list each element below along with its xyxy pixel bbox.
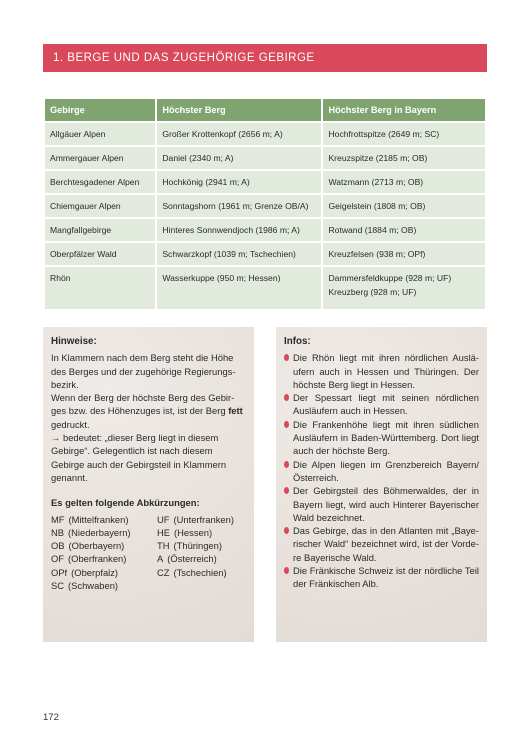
table-cell: Kreuzspitze (2185 m; OB) (323, 147, 485, 169)
table-row (45, 267, 485, 309)
hint-text: gedruckt. (51, 418, 90, 430)
abbreviation-item (51, 513, 157, 526)
list-item (284, 418, 479, 458)
abbreviation-label: (Oberfranken) (68, 553, 127, 565)
cell-line: Kreuzberg (928 m; UF) (328, 287, 417, 297)
abbreviation-code: A (157, 553, 164, 565)
section-title-bar (43, 44, 487, 72)
table-cell: Rhön (45, 267, 155, 309)
table-cell: Großer Krottenkopf (2656 m; A) (157, 123, 321, 145)
info-text: Der Gebirgsteil des Böhmerwaldes, der in Bayern liegt, wird auch Hinterer Bayerischer Wald bezeichnet. (293, 485, 479, 523)
abbreviation-item (157, 513, 257, 526)
info-text: Der Spessart liegt mit seinen nördlichen Ausläufern auch in Hessen. (293, 392, 479, 417)
abbreviations-list (51, 513, 246, 593)
info-text: Die Fränkische Schweiz ist der nördliche Teil der Fränkischen Alb. (293, 565, 479, 590)
abbreviation-label: (Thüringen) (173, 540, 222, 552)
bullet-icon (284, 354, 289, 361)
abbreviation-label: (Oberbayern) (68, 540, 125, 552)
info-text: Das Gebirge, das in den Atlanten mit „Bayerischer Wald“ bezeichnet wird, ist der Vordere Bayerische Wald. (293, 525, 479, 563)
abbreviation-code: OF (51, 553, 65, 565)
list-item (284, 524, 479, 564)
abbreviation-code: OB (51, 540, 65, 552)
table-header-row (45, 99, 485, 121)
abbreviation-label: (Österreich) (167, 553, 217, 565)
abbreviation-item (157, 539, 257, 552)
table-cell: Kreuzfelsen (938 m; OPf) (323, 243, 485, 265)
bullet-icon (284, 567, 289, 574)
table-cell: Rotwand (1884 m; OB) (323, 219, 485, 241)
abbreviations-title: Es gelten folgende Abkürzungen: (51, 497, 200, 509)
bullet-icon (284, 487, 289, 494)
column-header-hoechster-berg-bayern: Höchster Berg in Bayern (323, 99, 485, 121)
hint-bold-text: fett (228, 405, 243, 417)
abbreviation-code: MF (51, 513, 65, 525)
hint-paragraph (51, 391, 246, 431)
table-cell: Mangfallgebirge (45, 219, 155, 241)
abbreviation-item (51, 552, 157, 565)
abbreviation-item (51, 539, 157, 552)
abbreviation-label: (Tschechien) (173, 566, 227, 578)
table-cell: Hinteres Sonnwendjoch (1986 m; A) (157, 219, 321, 241)
table-cell: Ammergauer Alpen (45, 147, 155, 169)
table-row (45, 171, 485, 193)
infos-box (276, 327, 487, 642)
abbreviation-item (51, 566, 157, 579)
table-cell: Schwarzkopf (1039 m; Tschechien) (157, 243, 321, 265)
table-cell: Allgäuer Alpen (45, 123, 155, 145)
table-row (45, 195, 485, 217)
table-row (45, 243, 485, 265)
infos-title: Infos: (284, 336, 311, 347)
info-text: Die Alpen liegen im Grenzbereich Bayern/ Österreich. (293, 458, 479, 483)
page-number: 172 (43, 712, 59, 723)
abbreviation-item (157, 552, 257, 565)
abbreviation-code: SC (51, 580, 65, 592)
bullet-icon (284, 421, 289, 428)
table-cell: Daniel (2340 m; A) (157, 147, 321, 169)
abbreviation-code: UF (157, 513, 170, 525)
table-row (45, 123, 485, 145)
column-header-hoechster-berg: Höchster Berg (157, 99, 321, 121)
table-cell: Geigelstein (1808 m; OB) (323, 195, 485, 217)
list-item (284, 351, 479, 391)
bullet-icon (284, 461, 289, 468)
column-header-gebirge: Gebirge (45, 99, 155, 121)
table-cell-multi (323, 267, 485, 309)
mountains-table (43, 97, 487, 311)
table-row (45, 219, 485, 241)
abbreviation-item (51, 526, 157, 539)
hints-title: Hinweise: (51, 336, 97, 347)
list-item (284, 458, 479, 485)
cell-line: Dammersfeldkuppe (928 m; UF) (328, 273, 452, 283)
infos-list (284, 351, 479, 590)
info-text: Die Rhön liegt mit ihren nördlichen Ausläufern auch in Hessen und Thüringen. Der höchste Berg liegt in Hessen. (293, 352, 479, 390)
table-cell: Watzmann (2713 m; OB) (323, 171, 485, 193)
abbreviation-item (157, 566, 257, 579)
list-item (284, 484, 479, 524)
table-row (45, 147, 485, 169)
abbreviation-label: (Schwaben) (68, 580, 119, 592)
hints-box (43, 327, 254, 642)
table-cell: Chiemgauer Alpen (45, 195, 155, 217)
table-cell: Oberpfälzer Wald (45, 243, 155, 265)
hint-paragraph: → bedeutet: „dieser Berg liegt in diesem Gebirge“. Gelegentlich ist nach diesem Gebirge auch der Gebirgsteil in Klammern genannt. (51, 432, 227, 483)
abbreviation-code: CZ (157, 566, 170, 578)
abbreviation-label: (Hessen) (174, 526, 213, 538)
hint-paragraph: In Klammern nach dem Berg steht die Höhe des Berges und der zugehörige Regierungsbezirk. (51, 352, 236, 390)
bullet-icon (284, 394, 289, 401)
abbreviation-item (51, 579, 157, 592)
abbreviation-code: OPf (51, 566, 68, 578)
list-item (284, 564, 479, 591)
table-cell: Hochkönig (2941 m; A) (157, 171, 321, 193)
bullet-icon (284, 527, 289, 534)
abbreviation-label: (Mittelfranken) (68, 513, 129, 525)
info-text: Die Frankenhöhe liegt mit ihren südlichen Ausläufern in Baden-Württemberg. Dort liegt auch der höchste Berg. (293, 418, 479, 457)
table-cell: Berchtesgadener Alpen (45, 171, 155, 193)
abbreviation-item (157, 526, 257, 539)
abbreviation-label: (Niederbayern) (68, 526, 131, 538)
table-cell: Hochfrottspitze (2649 m; SC) (323, 123, 485, 145)
abbreviation-code: HE (157, 526, 171, 538)
abbreviation-label: (Oberpfalz) (71, 566, 119, 578)
table-cell: Sonntagshorn (1961 m; Grenze OB/A) (157, 195, 321, 217)
table-cell: Wasserkuppe (950 m; Hessen) (157, 267, 321, 309)
abbreviation-code: TH (157, 540, 170, 552)
hint-text: Wenn der Berg der höchste Berg des Gebirges bzw. des Höhenzuges ist, ist der Berg (51, 392, 235, 417)
abbreviation-code: NB (51, 526, 65, 538)
abbreviation-label: (Unterfranken) (173, 513, 234, 525)
section-title: 1. BERGE UND DAS ZUGEHÖRIGE GEBIRGE (53, 52, 315, 64)
list-item (284, 391, 479, 418)
